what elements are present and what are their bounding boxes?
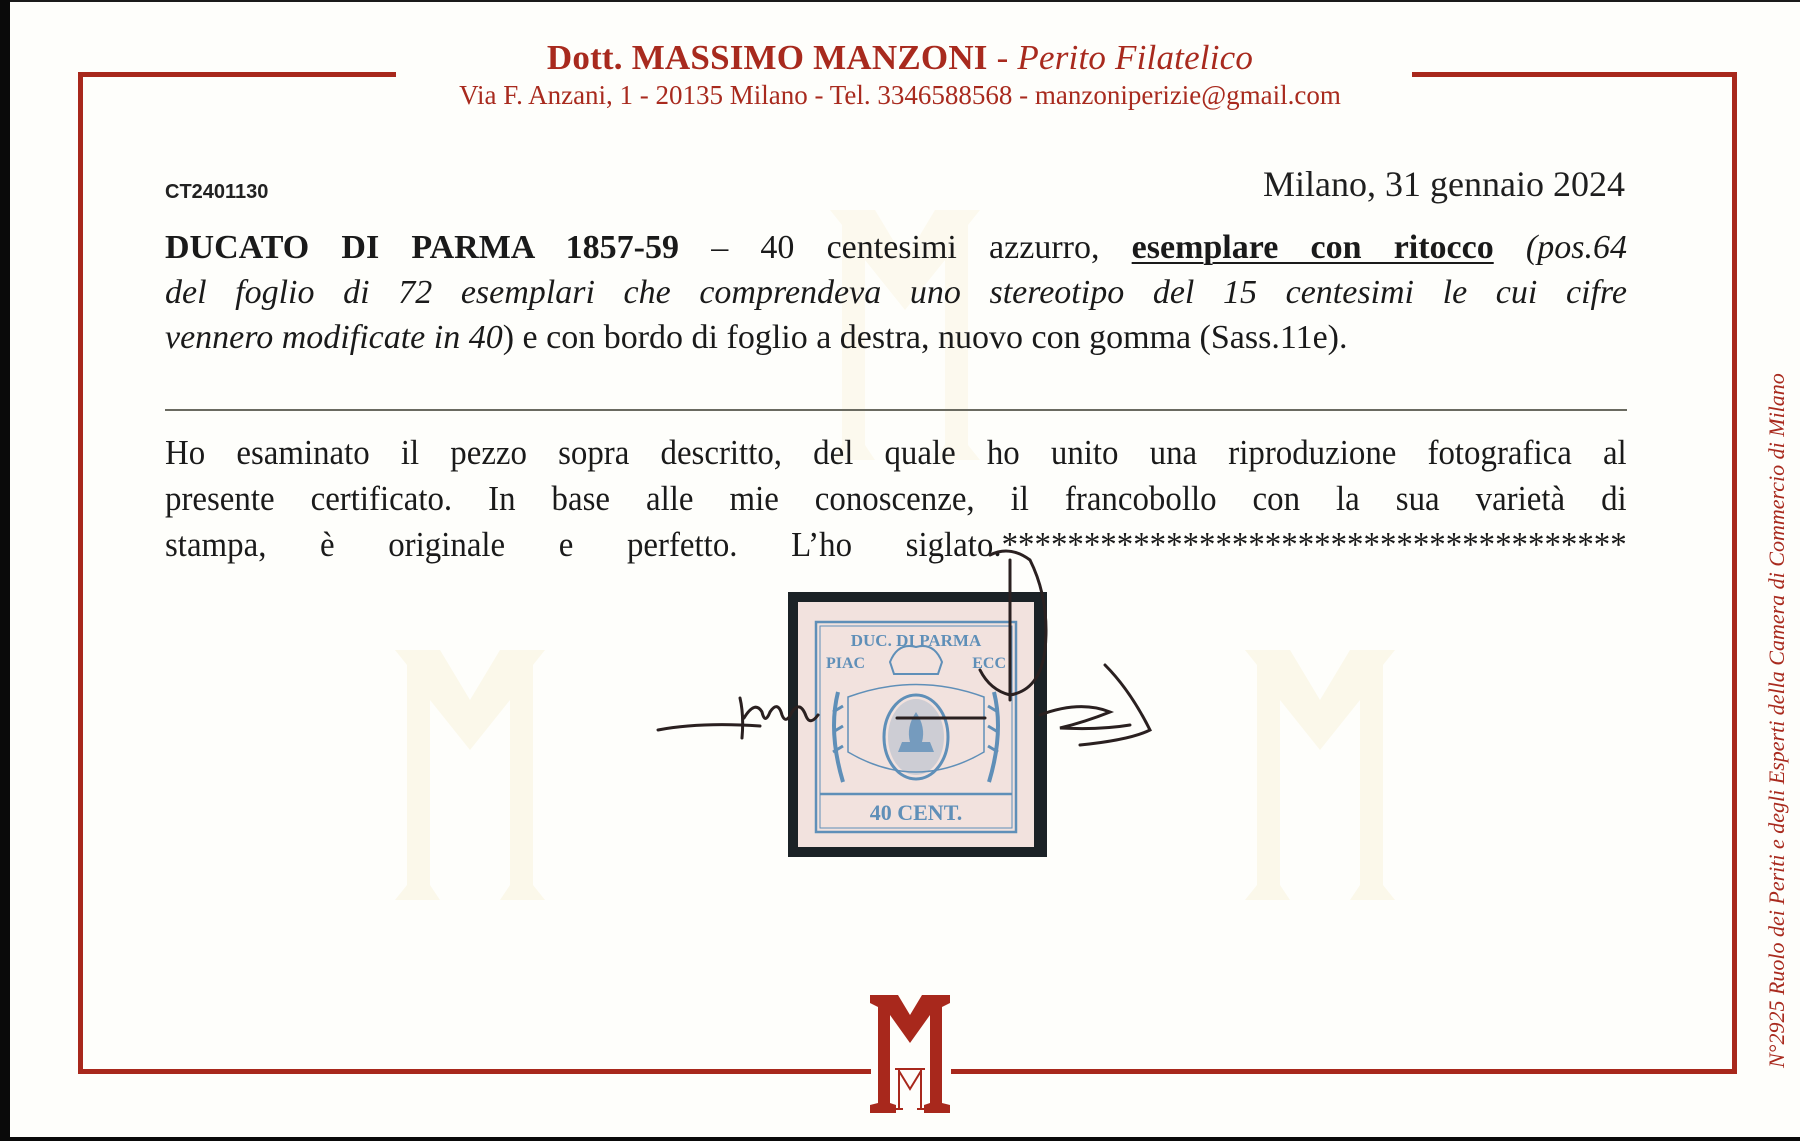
stamp-legend-left: PIAC (826, 655, 866, 672)
watermark-m-right (1235, 640, 1405, 910)
frame-bottom-left (78, 1069, 871, 1074)
scan-edge-left (0, 0, 10, 1141)
stamp-value: 40 CENT. (869, 800, 963, 825)
expert-name: Dott. MASSIMO MANZONI (546, 38, 988, 77)
issue-value: – 40 centesimi azzurro, (679, 229, 1132, 266)
section-divider (165, 409, 1627, 411)
expert-address: Via F. Anzani, 1 - 20135 Milano - Tel. 3346588568 - manzoniperizie@gmail.com (459, 80, 1341, 110)
statement-line-2: presente certificato. In base alle mie conoscenze, il francobollo con la sua varietà di (165, 479, 1627, 518)
place-date: Milano, 31 gennaio 2024 (1263, 164, 1625, 204)
description-line-2 (165, 270, 1627, 315)
watermark-m-left (385, 640, 555, 910)
description-line-1 (165, 225, 1627, 270)
sheet-note: del foglio di 72 esemplari che comprendeva uno stereotipo del 15 centesimi le cui cifre (165, 274, 1627, 311)
condition-note: ) e con bordo di foglio a destra, nuovo con gomma (Sass.11e). (502, 319, 1348, 356)
frame-left (78, 72, 83, 1074)
certificate-serial: CT2401130 (165, 181, 269, 203)
description-line-3 (165, 315, 1627, 360)
variety-highlight: esemplare con ritocco (1131, 229, 1494, 266)
stamp-design-icon (798, 602, 1034, 847)
register-note: N°2925 Ruolo dei Periti e degli Esperti della Camera di Commercio di Milano (1764, 373, 1789, 1068)
stamp-description (165, 225, 1627, 360)
stamp-top-legend: DUC. DI PARMA (850, 631, 982, 650)
header-separator: - (987, 38, 1018, 77)
asterisk-filler: ************************************** (1001, 525, 1627, 564)
frame-right (1732, 72, 1737, 1074)
stamp-legend-right: ECC (972, 655, 1006, 672)
statement-closing: stampa, è originale e perfetto. L’ho siglato. (165, 525, 1002, 564)
frame-bottom-right (951, 1069, 1737, 1074)
expert-profession: Perito Filatelico (1017, 38, 1254, 77)
stamp-photo (788, 592, 1047, 857)
scan-edge-top (0, 0, 1800, 2)
expert-statement (165, 430, 1627, 568)
issue-title: DUCATO DI PARMA 1857-59 (165, 229, 679, 266)
stamp-paper (798, 602, 1034, 847)
scan-edge-bottom (0, 1137, 1800, 1141)
expert-header-title (0, 38, 1800, 78)
modification-note: vennero modificate in 40 (165, 319, 503, 356)
statement-line-3 (165, 522, 1627, 568)
position-note: (pos.64 (1493, 229, 1627, 266)
mm-monogram-logo-icon (868, 993, 952, 1115)
statement-line-1: Ho esaminato il pezzo sopra descritto, del quale ho unito una riproduzione fotografica al (165, 433, 1627, 472)
